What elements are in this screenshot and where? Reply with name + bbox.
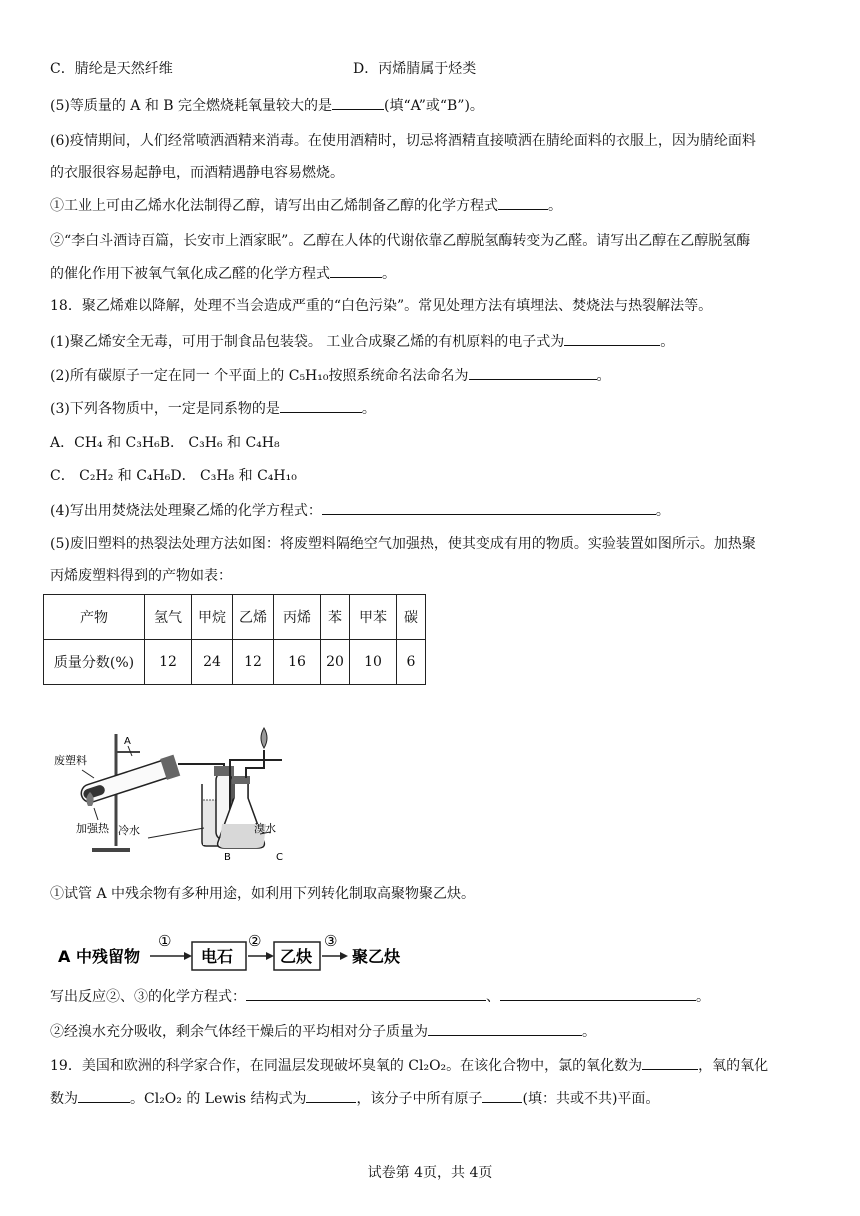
table-cell: 12 (145, 640, 192, 685)
table-header: 氢气 (145, 595, 192, 640)
question-18-5-line2: 丙烯废塑料得到的产物如表： (50, 568, 232, 584)
answer-blank[interactable] (330, 263, 382, 278)
arrow-icon (266, 952, 274, 960)
apparatus-diagram (52, 724, 282, 864)
table-header: 苯 (321, 595, 350, 640)
question-18-5-sub1: ①试管 A 中残余物有多种用途，如利用下列转化制取高聚物聚乙炔。 (50, 886, 476, 902)
q18-5-sub2-text: ②经溴水充分吸收，剩余气体经干燥后的平均相对分子质量为 (50, 1024, 428, 1040)
q6-sub1-tail: 。 (548, 198, 562, 214)
answer-blank[interactable] (500, 986, 696, 1001)
page-footer: 试卷第 4页，共 4页 (367, 1165, 493, 1181)
q18-2-formula: C₅H₁₀ (288, 368, 329, 384)
q19-text6: (填：共或不共)平面。 (522, 1091, 660, 1107)
question-19-line2 (50, 1088, 659, 1109)
question-6-sub1 (50, 195, 562, 216)
question-18-3 (50, 398, 376, 419)
label-cold-water: 冷水 (118, 824, 140, 837)
question-18-2 (50, 365, 611, 386)
arrow-icon (340, 952, 348, 960)
q18-4-tail: 。 (655, 503, 670, 519)
options-ab: A．CH₄ 和 C₃H₆B． C₃H₆ 和 C₄H₈ (50, 435, 280, 451)
table-header: 甲苯 (350, 595, 397, 640)
answer-blank[interactable] (322, 500, 656, 515)
table-cell: 10 (350, 640, 397, 685)
label-tube-a: A (124, 736, 131, 747)
table-header: 乙烯 (233, 595, 274, 640)
q19-text4: 。Cl₂O₂ 的 Lewis 结构式为 (130, 1091, 307, 1107)
label-waste-plastic: 废塑料 (54, 754, 87, 767)
label-flask-c: C (276, 852, 283, 863)
flow-end: 聚乙炔 (352, 947, 401, 966)
q6-sub1-text: ①工业上可由乙烯水化法制得乙醇，请写出由乙烯制备乙醇的化学方程式 (50, 198, 498, 214)
flow-box-2-label: 乙炔 (280, 947, 313, 966)
q19-text5: ，该分子中所有原子 (356, 1091, 483, 1107)
q18-3-text: (3)下列各物质中，一定是同系物的是 (50, 401, 280, 417)
answer-blank[interactable] (280, 398, 362, 413)
flow-box-1-label: 电石 (201, 947, 234, 966)
question-18-5-line1: (5)废旧塑料的热裂法处理方法如图：将废塑料隔绝空气加强热，使其变成有用的物质。实验装置如图所示。加热聚 (50, 536, 756, 552)
table-row-label: 质量分数(%) (44, 640, 145, 685)
table-header: 碳 (397, 595, 426, 640)
table-row (44, 640, 426, 685)
options-cd: C． C₂H₂ 和 C₄H₆D． C₃H₈ 和 C₄H₁₀ (50, 468, 297, 484)
flow-start: A 中残留物 (58, 947, 140, 966)
q19-text1: 19．美国和欧洲的科学家合作，在同温层发现破坏臭氧的 Cl₂O₂。在该化合物中，氯的氧化数为 (50, 1058, 643, 1074)
question-18-4 (50, 500, 670, 521)
q19-text3: 数为 (50, 1091, 78, 1107)
flow-step-2: ② (248, 932, 262, 950)
table-header: 甲烷 (192, 595, 233, 640)
option-d: D．丙烯腈属于烃类 (353, 61, 477, 77)
answer-blank[interactable] (78, 1088, 130, 1103)
product-table (43, 594, 426, 685)
question-6-sub2-line2 (50, 263, 396, 284)
q18-1-text: (1)聚乙烯安全无毒，可用于制食品包装袋。 工业合成聚乙烯的有机原料的电子式为 (50, 334, 565, 350)
label-heat: 加强热 (76, 822, 109, 835)
q18-3-tail: 。 (361, 401, 376, 417)
table-cell: 12 (233, 640, 274, 685)
question-18: 18．聚乙烯难以降解，处理不当会造成严重的“白色污染”。常见处理方法有填埋法、焚烧法与热裂解法等。 (50, 298, 713, 314)
q18-4-text: (4)写出用焚烧法处理聚乙烯的化学方程式： (50, 503, 322, 519)
question-6-line1: (6)疫情期间，人们经常喷洒酒精来消毒。在使用酒精时，切忌将酒精直接喷洒在腈纶面料的衣服上，因为腈纶面料 (50, 133, 756, 149)
question-19-line1 (50, 1055, 768, 1076)
question-6-sub2-line1: ②“李白斗酒诗百篇，长安市上酒家眠”。乙醇在人体的代谢依靠乙醇脱氢酶转变为乙醛。请写出乙醇在乙醇脱氢酶 (50, 233, 751, 249)
flow-step-3: ③ (324, 932, 338, 950)
table-cell: 6 (397, 640, 426, 685)
q5-tail: (填“A”或“B”)。 (384, 98, 484, 114)
table-cell: 16 (274, 640, 321, 685)
q18-5-tail: 。 (696, 989, 710, 1005)
option-c: C．腈纶是天然纤维 (50, 61, 173, 77)
answer-blank[interactable] (642, 1055, 698, 1070)
label-bromine-water: 溴水 (254, 822, 276, 835)
q18-5-sub1-text: 写出反应②、③的化学方程式： (50, 989, 246, 1005)
question-5 (50, 95, 484, 116)
answer-blank[interactable] (332, 95, 384, 110)
question-18-5-sub1-answer (50, 986, 710, 1007)
q18-2-text2: 按照系统命名法命名为 (328, 368, 469, 384)
answer-blank[interactable] (246, 986, 486, 1001)
q19-text2: ，氧的氧化 (698, 1058, 769, 1074)
label-beaker-b: B (224, 852, 231, 863)
table-header: 产物 (44, 595, 145, 640)
q18-2-tail: 。 (596, 368, 611, 384)
flow-diagram (52, 928, 422, 976)
flow-step-1: ① (158, 932, 172, 950)
q18-2-text: (2)所有碳原子一定在同一 个平面上的 (50, 368, 285, 384)
q6-sub2-text: 的催化作用下被氧气氧化成乙醛的化学方程式 (50, 266, 330, 282)
table-cell: 20 (321, 640, 350, 685)
table-cell: 24 (192, 640, 233, 685)
answer-blank[interactable] (428, 1021, 582, 1036)
q18-5-sep: 、 (486, 989, 500, 1005)
answer-blank[interactable] (482, 1088, 522, 1103)
answer-blank[interactable] (469, 365, 597, 380)
q5-text: (5)等质量的 A 和 B 完全燃烧耗氧量较大的是 (50, 98, 333, 114)
question-18-5-sub2 (50, 1021, 596, 1042)
table-header: 丙烯 (274, 595, 321, 640)
answer-blank[interactable] (564, 331, 660, 346)
q18-5-sub2-tail: 。 (582, 1024, 596, 1040)
q6-sub2-tail: 。 (382, 266, 396, 282)
question-18-1 (50, 331, 674, 352)
answer-blank[interactable] (306, 1088, 356, 1103)
question-6-line2: 的衣服很容易起静电，而酒精遇静电容易燃烧。 (50, 165, 344, 181)
arrow-icon (184, 952, 192, 960)
answer-blank[interactable] (498, 195, 548, 210)
q18-1-tail: 。 (660, 334, 675, 350)
table-header-row (44, 595, 426, 640)
